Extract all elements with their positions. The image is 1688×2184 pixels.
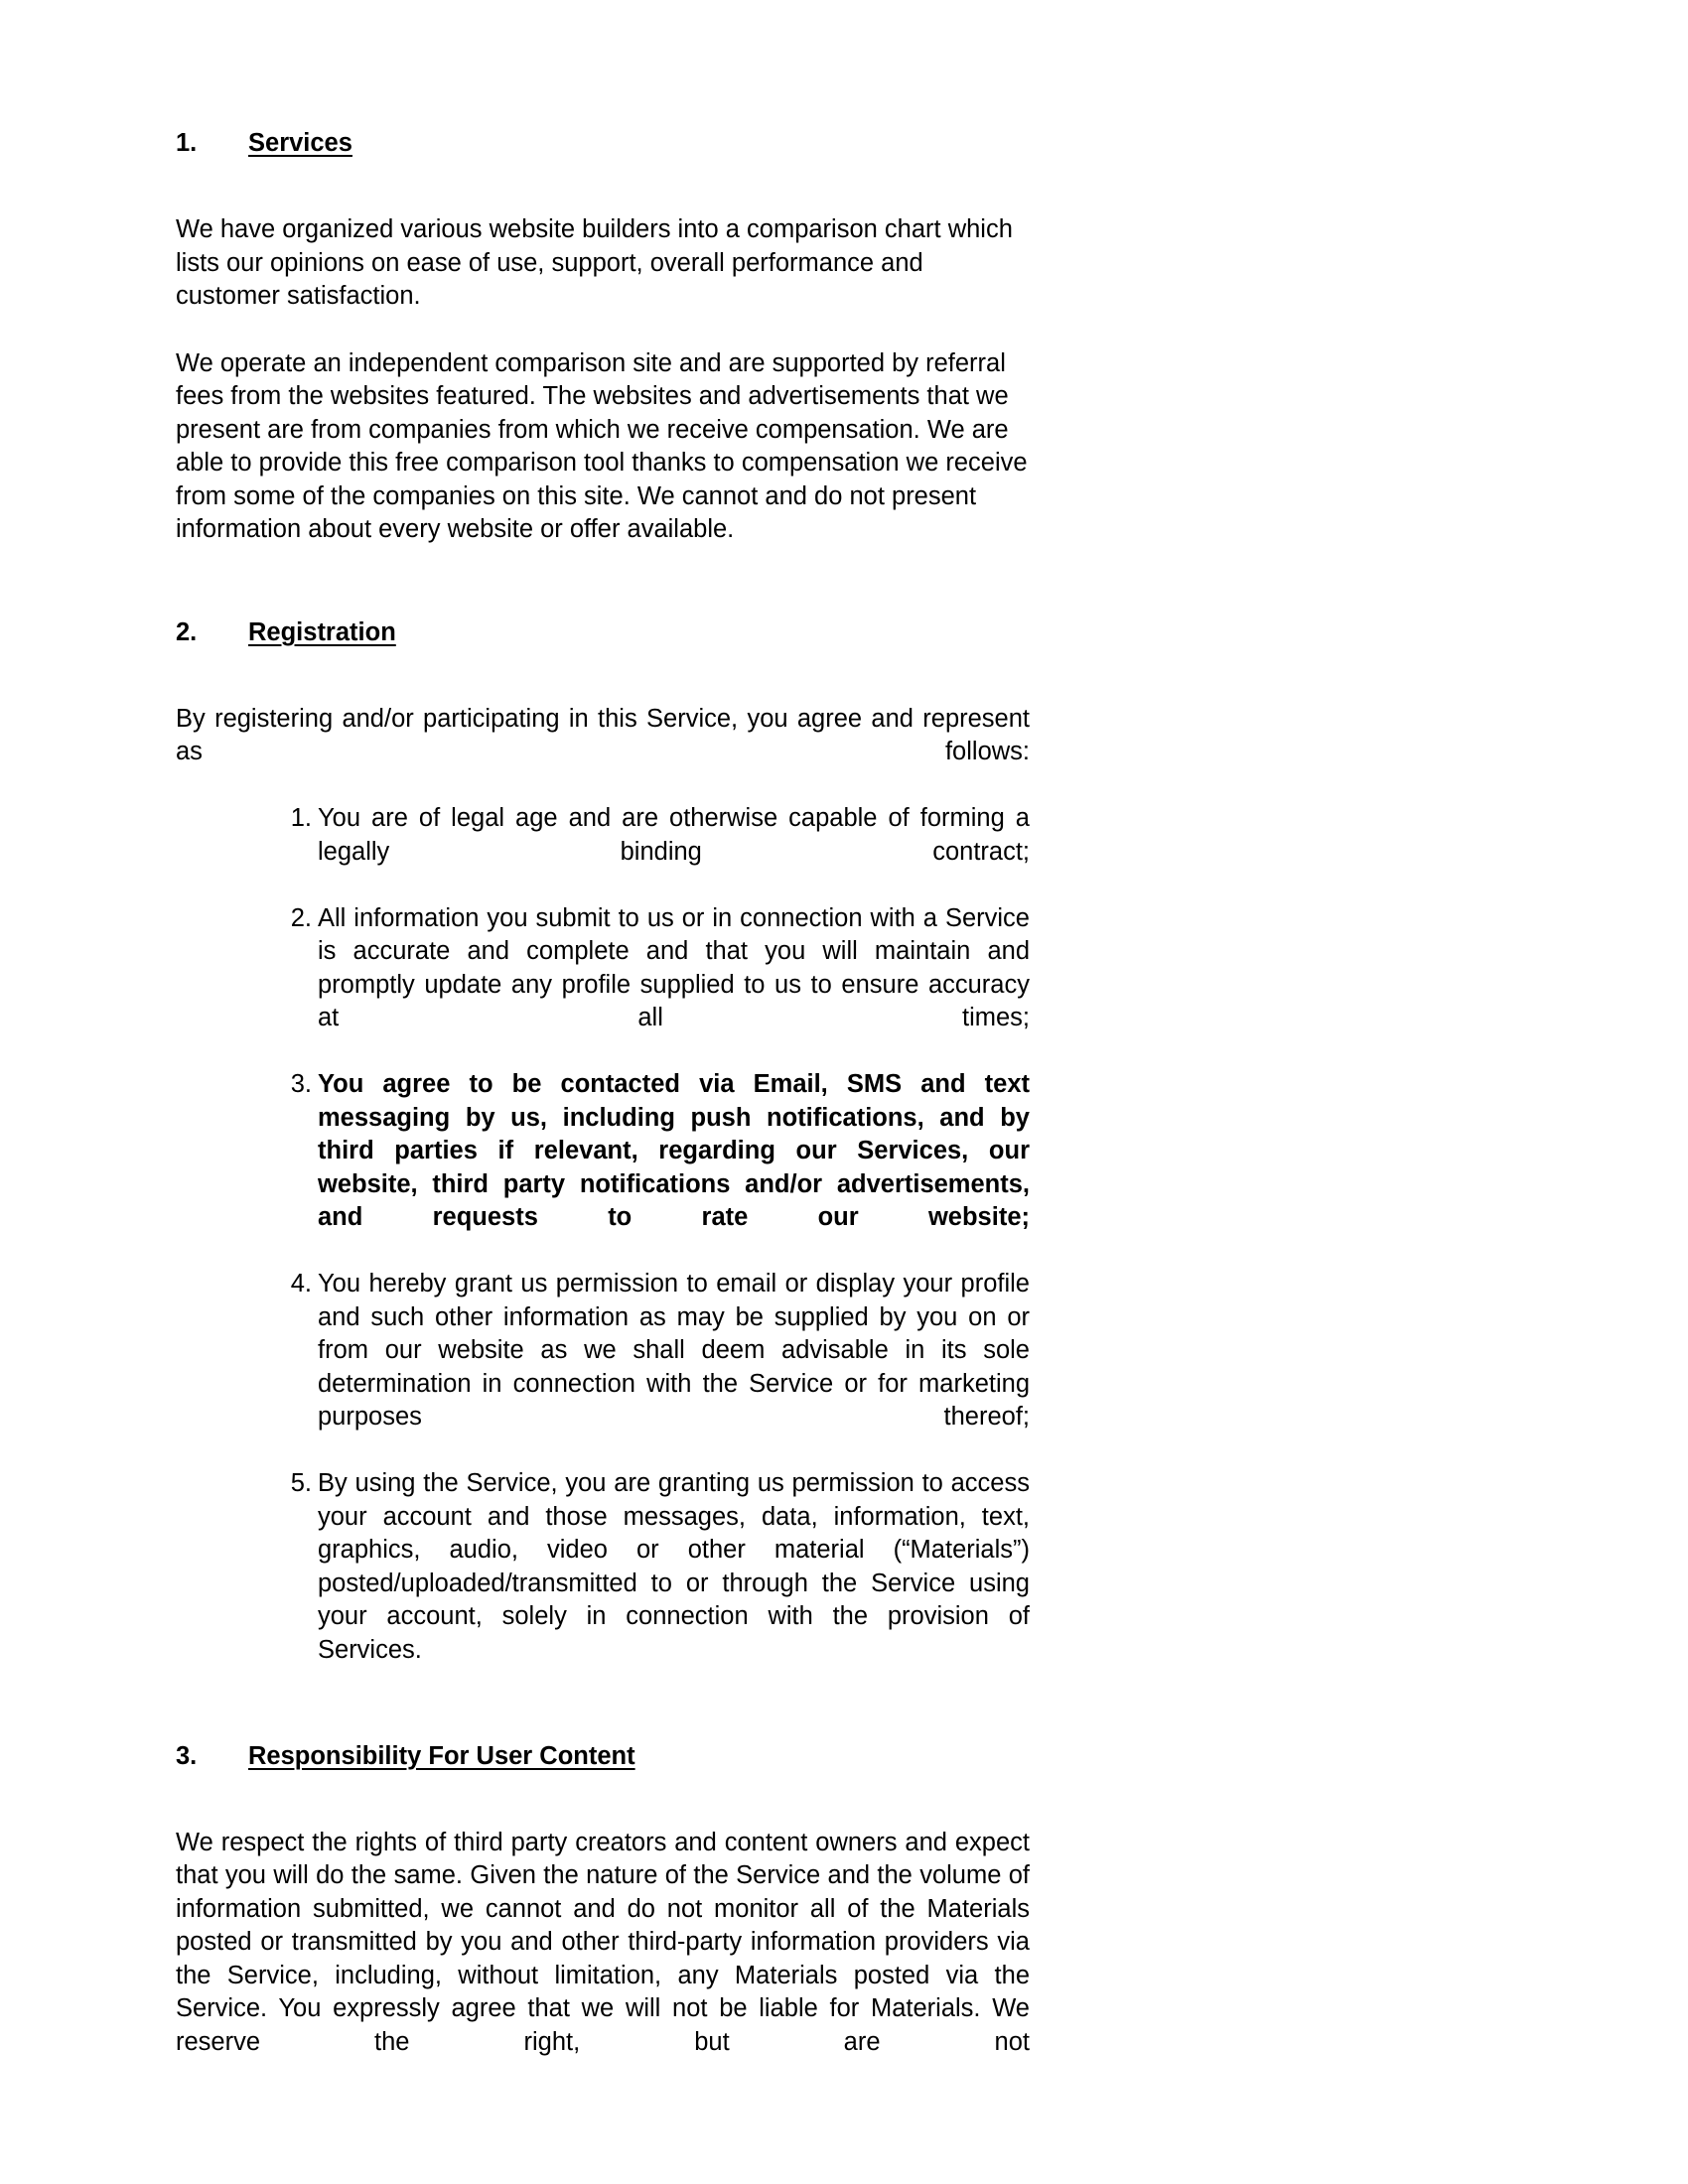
list-item-text: All information you submit to us or in connection with a Service is accurate and complete and that you will maintain and promptly update any profile supplied to us to ensure accuracy at all times; [318, 903, 1030, 1031]
section-title: Services [248, 129, 352, 157]
list-item-text: You agree to be contacted via Email, SMS and text messaging by us, including push notifications, and by third parties if relevant, regarding our Services, our website, third party notifications and/or advertisements, and requests to rate our website; [318, 1070, 1030, 1231]
paragraph-responsibility-1: We respect the rights of third party creators and content owners and expect that you will do the same. Given the nature of the Service and the volume of information submitted, we cannot and do not monitor all of the Materials posted or transmitted by you and other third-party information providers via the Service, including, without limitation, any Materials posted via the Service. You expressly agree that we will not be liable for Materials. We reserve the right, but are not [176, 1828, 1030, 2056]
spacer [176, 1701, 1030, 1740]
list-item [176, 902, 1030, 1069]
list-item-marker: 4. [290, 1270, 312, 1297]
registration-list [176, 802, 1030, 1701]
paragraph-services-1: We have organized various website builders into a comparison chart which lists our opinions on ease of use, support, overall performance and customer satisfaction. [176, 215, 1013, 310]
spacer [176, 159, 1030, 213]
list-item-marker: 1. [290, 804, 312, 832]
list-item [176, 1467, 1030, 1701]
list-item-marker: 2. [290, 903, 312, 932]
spacer [176, 314, 1030, 347]
spacer [176, 547, 1030, 616]
list-item [176, 1068, 1030, 1268]
list-item-text: By using the Service, you are granting us permission to access your account and those messages, data, information, text, graphics, audio, video or other material (“Materials”) posted/uploaded/transmitted to or through the Service using your account, solely in connection with the provision of Services. [318, 1469, 1030, 1664]
spacer [176, 1772, 1030, 1827]
list-item-text: You hereby grant us permission to email or display your profile and such other information as may be supplied by you on or from our website as we shall deem advisable in its sole determination in connection with the Service or for marketing purposes thereof; [318, 1270, 1030, 1431]
paragraph-registration-intro: By registering and/or participating in this Service, you agree and represent as follows: [176, 704, 1030, 765]
spacer [176, 648, 1030, 703]
list-item [176, 1268, 1030, 1467]
list-item-text: You are of legal age and are otherwise capable of forming a legally binding contract; [318, 804, 1030, 866]
section-heading-services [176, 127, 1030, 159]
document-body [176, 127, 1030, 2093]
section-heading-registration [176, 616, 1030, 648]
section-title: Responsibility For User Content [248, 1741, 635, 1770]
paragraph-services-2: We operate an independent comparison site and are supported by referral fees from the websites featured. The websites and advertisements that we present are from companies from which we receive compensation. We are able to provide this free comparison tool thanks to compensation we receive from some of the companies on this site. We cannot and do not present information about every website or offer available. [176, 348, 1028, 543]
section-heading-responsibility [176, 1740, 1030, 1772]
section-number: 2. [176, 617, 198, 646]
section-title: Registration [248, 617, 396, 646]
list-item-marker: 3. [290, 1070, 312, 1098]
list-item-marker: 5. [290, 1469, 312, 1497]
list-item [176, 802, 1030, 902]
section-number: 1. [176, 129, 198, 157]
section-number: 3. [176, 1741, 198, 1770]
